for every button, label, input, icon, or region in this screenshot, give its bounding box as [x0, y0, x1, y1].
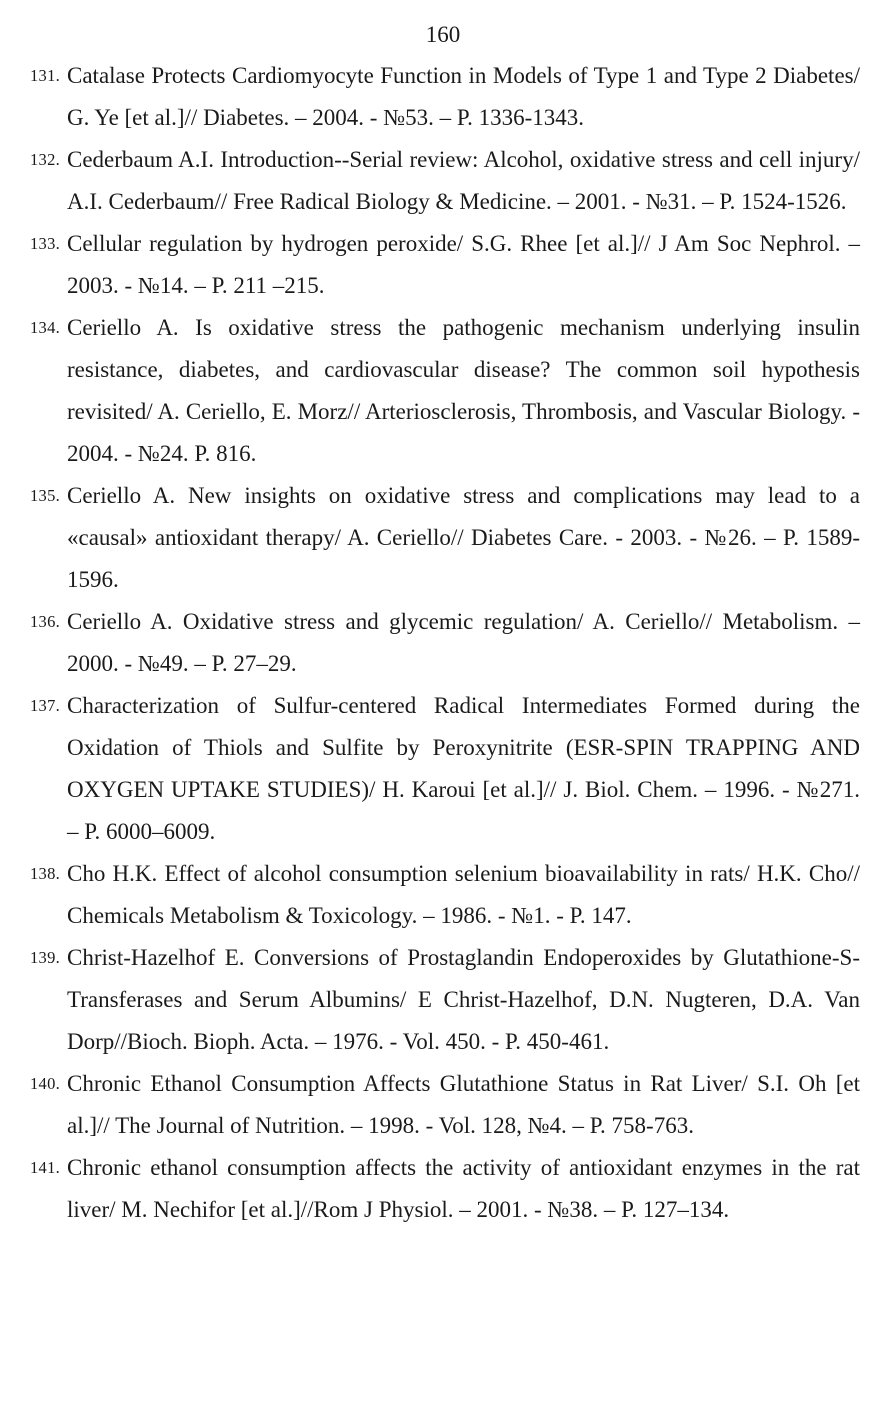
reference-list	[30, 55, 860, 1231]
reference-item-140	[30, 1063, 860, 1147]
page-number: 160	[425, 22, 461, 47]
reference-item-133	[30, 223, 860, 307]
reference-item-135	[30, 475, 860, 601]
reference-item-139	[30, 937, 860, 1063]
reference-text: Chronic Ethanol Consumption Affects Glutathione Status in Rat Liver/ S.I. Oh [et al.]// The Journal of Nutrition. – 1998. - Vol. 128, №4. – P. 758-763.	[67, 1071, 860, 1138]
reference-text: Ceriello A. Is oxidative stress the pathogenic mechanism underlying insulin resistance, diabetes, and cardiovascular disease? The common soil hypothesis revisited/ A. Ceriello, E. Morz// Arteriosclerosis, Thrombosis, and Vascular Biology. - 2004. - №24. P. 816.	[67, 315, 860, 466]
reference-item-141	[30, 1147, 860, 1231]
reference-number: 135.	[30, 486, 61, 505]
reference-number: 133.	[30, 234, 61, 253]
reference-number: 141.	[30, 1158, 61, 1177]
reference-item-132	[30, 139, 860, 223]
reference-number: 136.	[30, 612, 61, 631]
reference-text: Chronic ethanol consumption affects the activity of antioxidant enzymes in the rat liver/ M. Nechifor [et al.]//Rom J Physiol. – 2001. - №38. – P. 127–134.	[67, 1155, 860, 1222]
reference-item-138	[30, 853, 860, 937]
reference-number: 131.	[30, 66, 61, 85]
reference-number: 132.	[30, 150, 61, 169]
reference-text: Christ-Hazelhof E. Conversions of Prostaglandin Endoperoxides by Glutathione-S-Transferases and Serum Albumins/ E Christ-Hazelhof, D.N. Nugteren, D.A. Van Dorp//Bioch. Bioph. Acta. – 1976. - Vol. 450. - P. 450-461.	[67, 945, 860, 1054]
reference-item-136	[30, 601, 860, 685]
reference-text: Ceriello A. New insights on oxidative stress and complications may lead to a «causal» antioxidant therapy/ A. Ceriello// Diabetes Care. - 2003. - №26. – P. 1589-1596.	[67, 483, 860, 592]
reference-number: 140.	[30, 1074, 61, 1093]
reference-text: Cho H.K. Effect of alcohol consumption selenium bioavailability in rats/ H.K. Cho// Chemicals Metabolism & Toxicology. – 1986. - №1. - P. 147.	[67, 861, 860, 928]
reference-item-131	[30, 55, 860, 139]
reference-text: Cellular regulation by hydrogen peroxide/ S.G. Rhee [et al.]// J Am Soc Nephrol. – 2003. - №14. – P. 211 –215.	[67, 231, 860, 298]
reference-item-134	[30, 307, 860, 475]
reference-text: Characterization of Sulfur-centered Radical Intermediates Formed during the Oxidation of Thiols and Sulfite by Peroxynitrite (ESR-SPIN TRAPPING AND OXYGEN UPTAKE STUDIES)/ H. Karoui [et al.]// J. Biol. Chem. – 1996. - №271. – P. 6000–6009.	[67, 693, 860, 844]
reference-number: 139.	[30, 948, 61, 967]
reference-text: Ceriello A. Oxidative stress and glycemic regulation/ A. Ceriello// Metabolism. – 2000. - №49. – P. 27–29.	[67, 609, 860, 676]
reference-number: 137.	[30, 696, 61, 715]
reference-item-137	[30, 685, 860, 853]
reference-text: Catalase Protects Cardiomyocyte Function in Models of Type 1 and Type 2 Diabetes/ G. Ye [et al.]// Diabetes. – 2004. - №53. – P. 1336-1343.	[67, 63, 860, 130]
reference-text: Cederbaum A.I. Introduction--Serial review: Alcohol, oxidative stress and cell injury/ A.I. Cederbaum// Free Radical Biology & Medicine. – 2001. - №31. – P. 1524-1526.	[67, 147, 860, 214]
reference-number: 138.	[30, 864, 61, 883]
reference-number: 134.	[30, 318, 61, 337]
